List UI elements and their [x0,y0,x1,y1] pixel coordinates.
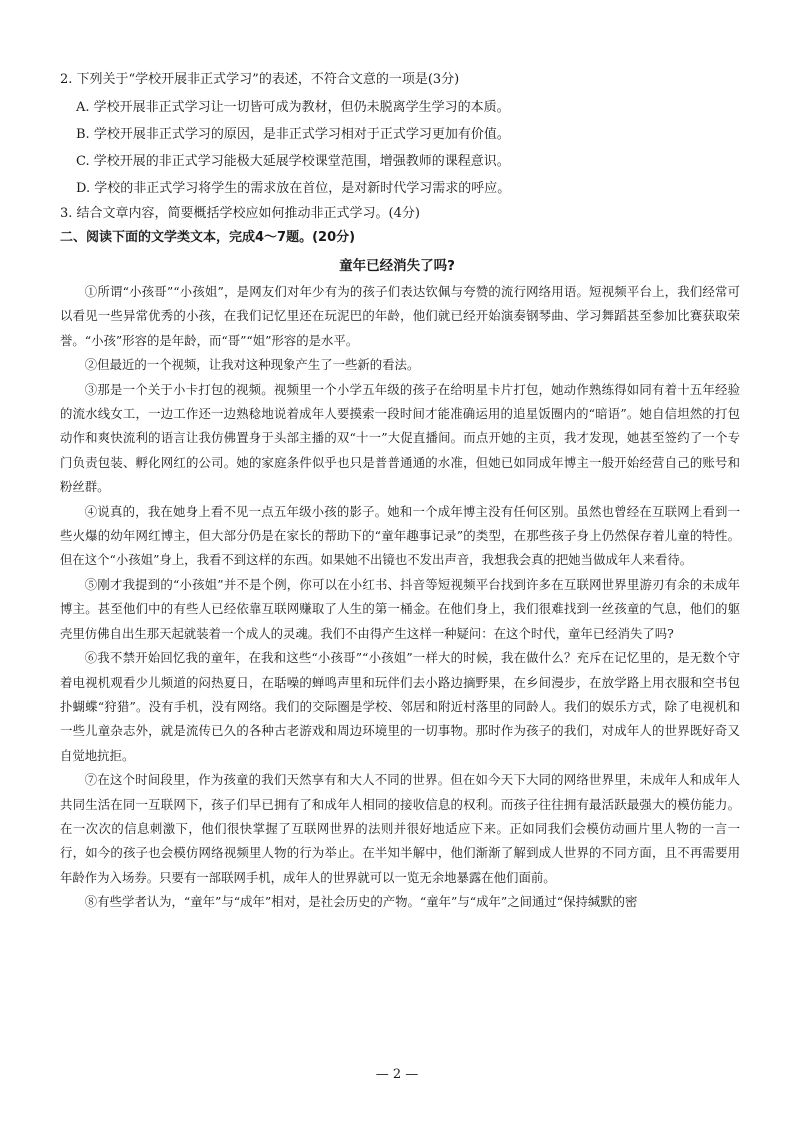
article-paragraph: ②但最近的一个视频，让我对这种现象产生了一些新的看法。 [84,357,420,373]
article-paragraph: ⑦在这个时间段里，作为孩童的我们天然享有和大人不同的世界。但在如今天下大同的网络世界里，未成年人和成年人共同生活在同一互联网下，孩子们早已拥有了和成年人相同的接收信息的权利。而孩子往往拥有最活跃最强大的模仿能力。在一次次的信息刺激下，他们很快掌握了互联网世界的法则并很好地适应下来。正如同我们会模仿动画片里人物的一言一行，如今的孩子也会模仿网络视频里人物的行为举止。在半知半解中，他们渐渐了解到成人世界的不同方面，且不再需要用年龄作为入场券。只要有一部联网手机，成年人的世界就可以一览无余地暴露在他们面前。 [60,772,740,885]
article-paragraph: ⑤刚才我提到的“小孩姐”并不是个例，你可以在小红书、抖音等短视频平台找到许多在互联网世界里游刃有余的未成年博主。甚至他们中的有些人已经依靠互联网赚取了人生的第一桶金。在他们身上，我们很难找到一丝孩童的气息，他们的躯壳里仿佛自出生那天起就装着一个成人的灵魂。我们不由得产生这样一种疑问：在这个时代，童年已经消失了吗? [60,576,740,641]
article-paragraph: ③那是一个关于小卡打包的视频。视频里一个小学五年级的孩子在给明星卡片打包，她动作熟练得如同有着十五年经验的流水线女工，一边工作还一边熟稔地说着成年人要摸索一段时间才能准确运用的追星饭圈内的“暗语”。她自信坦然的打包动作和爽快流利的语言让我仿佛置身于头部主播的双“十一”大促直播间。而点开她的主页，我才发现，她甚至签约了一个专门负责包装、孵化网红的公司。她的家庭条件似乎也只是普普通通的水准，但她已如同成年博主一般开始经营自己的账号和粉丝群。 [60,381,740,495]
article-body [60,280,740,915]
section-2-heading: 二、阅读下面的文学类文本，完成4～7题。(20分) [60,230,356,245]
article-paragraph: ④说真的，我在她身上看不见一点五年级小孩的影子。她和一个成年博主没有任何区别。虽然也曾经在互联网上看到一些火爆的幼年网红博主，但大部分仍是在家长的帮助下的“童年趣事记录”的类型，在那些孩子身上仍然保存着儿童的特性。但在这个“小孩姐”身上，我看不到这样的东西。如果她不出镜也不发出声音，我想我会真的把她当做成年人来看待。 [60,503,740,568]
question-2-stem: 2. 下列关于“学校开展非正式学习”的表述，不符合文意的一项是(3分) [60,72,460,87]
article-paragraph: ⑧有些学者认为，“童年”与“成年”相对，是社会历史的产物。“童年”与“成年”之间通过“保持缄默的密 [84,894,638,910]
question-2-option-c: C. 学校开展的非正式学习能极大延展学校课堂范围，增强教师的课程意识。 [76,154,510,169]
question-2-option-b: B. 学校开展非正式学习的原因，是非正式学习相对于正式学习更加有价值。 [76,127,510,142]
page-number: — 2 — [375,1067,419,1082]
question-3-stem: 3. 结合文章内容，简要概括学校应如何推动非正式学习。(4分) [60,206,420,221]
article-title: 童年已经消失了吗? [339,258,455,274]
article-paragraph: ⑥我不禁开始回忆我的童年，在我和这些“小孩哥”“小孩姐”一样大的时候，我在做什么？充斥在记忆里的，是无数个守着电视机观看少儿频道的闷热夏日，在聒噪的蝉鸣声里和玩伴们去小路边摘野果，在乡间漫步，在放学路上用衣服和空书包扑蝴蝶“狩猎”。没有手机，没有网络。我们的交际圈是学校、邻居和附近村落里的同龄人。我们的娱乐方式，除了电视机和一些儿童杂志外，就是流传已久的各种古老游戏和周边环境里的一切事物。那时作为孩子的我们，对成年人的世界既好奇又自觉地抗拒。 [60,650,740,763]
article-paragraph: ①所谓“小孩哥”“小孩姐”，是网友们对年少有为的孩子们表达钦佩与夸赞的流行网络用语。短视频平台上，我们经常可以看见一些异常优秀的小孩，在我们记忆里还在玩泥巴的年龄，他们就已经开始演奏钢琴曲、学习舞蹈甚至参加比赛获取荣誉。“小孩”形容的是年龄，而“哥”“姐”形容的是水平。 [60,284,740,348]
question-2-option-a: A. 学校开展非正式学习让一切皆可成为教材，但仍未脱离学生学习的本质。 [76,100,510,115]
question-2-option-d: D. 学校的非正式学习将学生的需求放在首位，是对新时代学习需求的呼应。 [76,181,511,196]
